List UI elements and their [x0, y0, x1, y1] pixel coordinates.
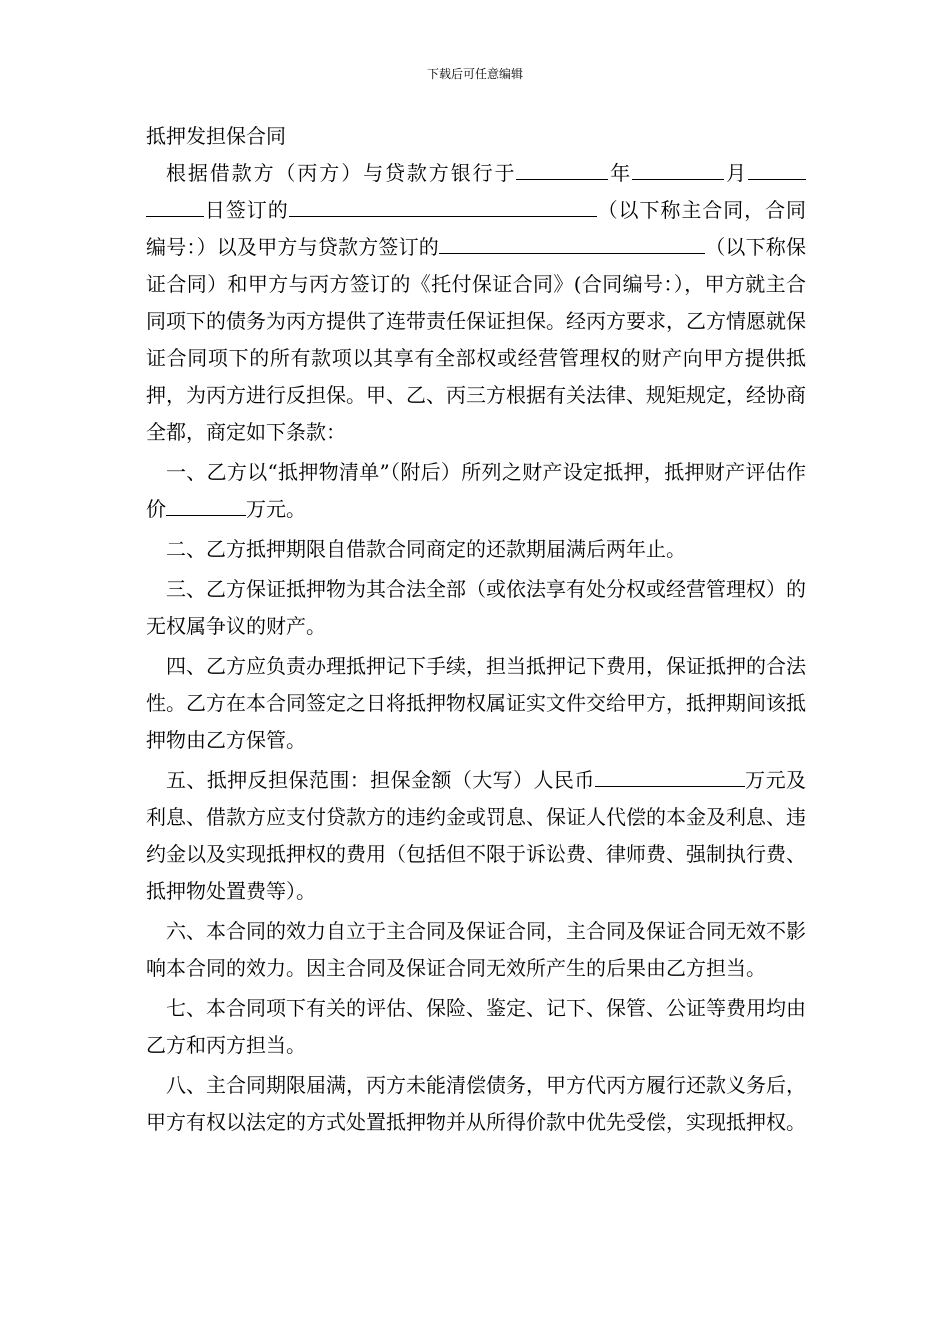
intro-text-2: 年 [608, 161, 633, 185]
amount-blank [595, 785, 745, 787]
page-header: 下载后可任意编辑 [426, 67, 523, 81]
clause-5-text-2: 万元及利息、借款方应支付贷款方的违约金或罚息、保证人代偿的本金及利息、违约金以及实现抵押权的费用（包括但不限于诉讼费、律师费、强制执行费、抵押物处置费等）。 [146, 768, 807, 903]
clause-5-text-1: 五、抵押反担保范围：担保金额（大写）人民币 [166, 768, 595, 792]
document-title: 抵押发担保合同 [146, 124, 286, 148]
intro-text-4: 日签订的 [204, 198, 289, 222]
clause-2: 二、乙方抵押期限自借款合同商定的还款期届满后两年止。 [166, 537, 686, 561]
year-blank [516, 178, 608, 180]
valuation-blank [166, 514, 246, 516]
guarantee-contract-blank [439, 252, 705, 254]
clause-1 [146, 454, 806, 528]
intro-text-1: 根据借款方（丙方）与贷款方银行于 [166, 161, 517, 185]
signing-blank [289, 215, 597, 217]
intro-text-5: （以下称主合同，合同编号：）以及甲方与贷款方签订的 [146, 198, 807, 259]
intro-text-6: （以下称保证合同）和甲方与丙方签订的《托付保证合同》(合同编号：），甲方就主合同项下的债务为丙方提供了连带责任保证担保。经丙方要求，乙方情愿就保证合同项下的所有款项以其享有全部权或经营管理权的财产向甲方提供抵押，为丙方进行反担保。甲、乙、丙三方根据有关法律、规矩规定，经协商全都，商定如下条款： [146, 235, 806, 444]
intro-text-3: 月 [724, 161, 749, 185]
clause-6: 六、本合同的效力自立于主合同及保证合同，主合同及保证合同无效不影响本合同的效力。因主合同及保证合同无效所产生的后果由乙方担当。 [146, 919, 806, 980]
clause-7: 七、本合同项下有关的评估、保险、鉴定、记下、保管、公证等费用均由乙方和丙方担当。 [146, 996, 806, 1057]
day-blank-2 [146, 215, 204, 217]
day-blank-1 [748, 178, 806, 180]
clause-3: 三、乙方保证抵押物为其合法全部（或依法享有处分权或经营管理权）的无权属争议的财产。 [146, 577, 806, 638]
clause-8: 八、主合同期限届满，丙方未能清偿债务，甲方代丙方履行还款义务后，甲方有权以法定的方式处置抵押物并从所得价款中优先受偿，实现抵押权。 [146, 1073, 806, 1134]
clause-1-text-1: 一、乙方以“抵押物清单”（附后）所列之财产设定抵押，抵押财产评估作价 [146, 460, 806, 521]
clause-1-text-2: 万元。 [246, 497, 306, 521]
intro-paragraph [146, 155, 806, 451]
document-body [146, 118, 806, 1141]
clause-4: 四、乙方应负责办理抵押记下手续，担当抵押记下费用，保证抵押的合法性。乙方在本合同签定之日将抵押物权属证实文件交给甲方，抵押期间该抵押物由乙方保管。 [146, 654, 806, 752]
clause-5 [146, 762, 806, 910]
month-blank [632, 178, 724, 180]
